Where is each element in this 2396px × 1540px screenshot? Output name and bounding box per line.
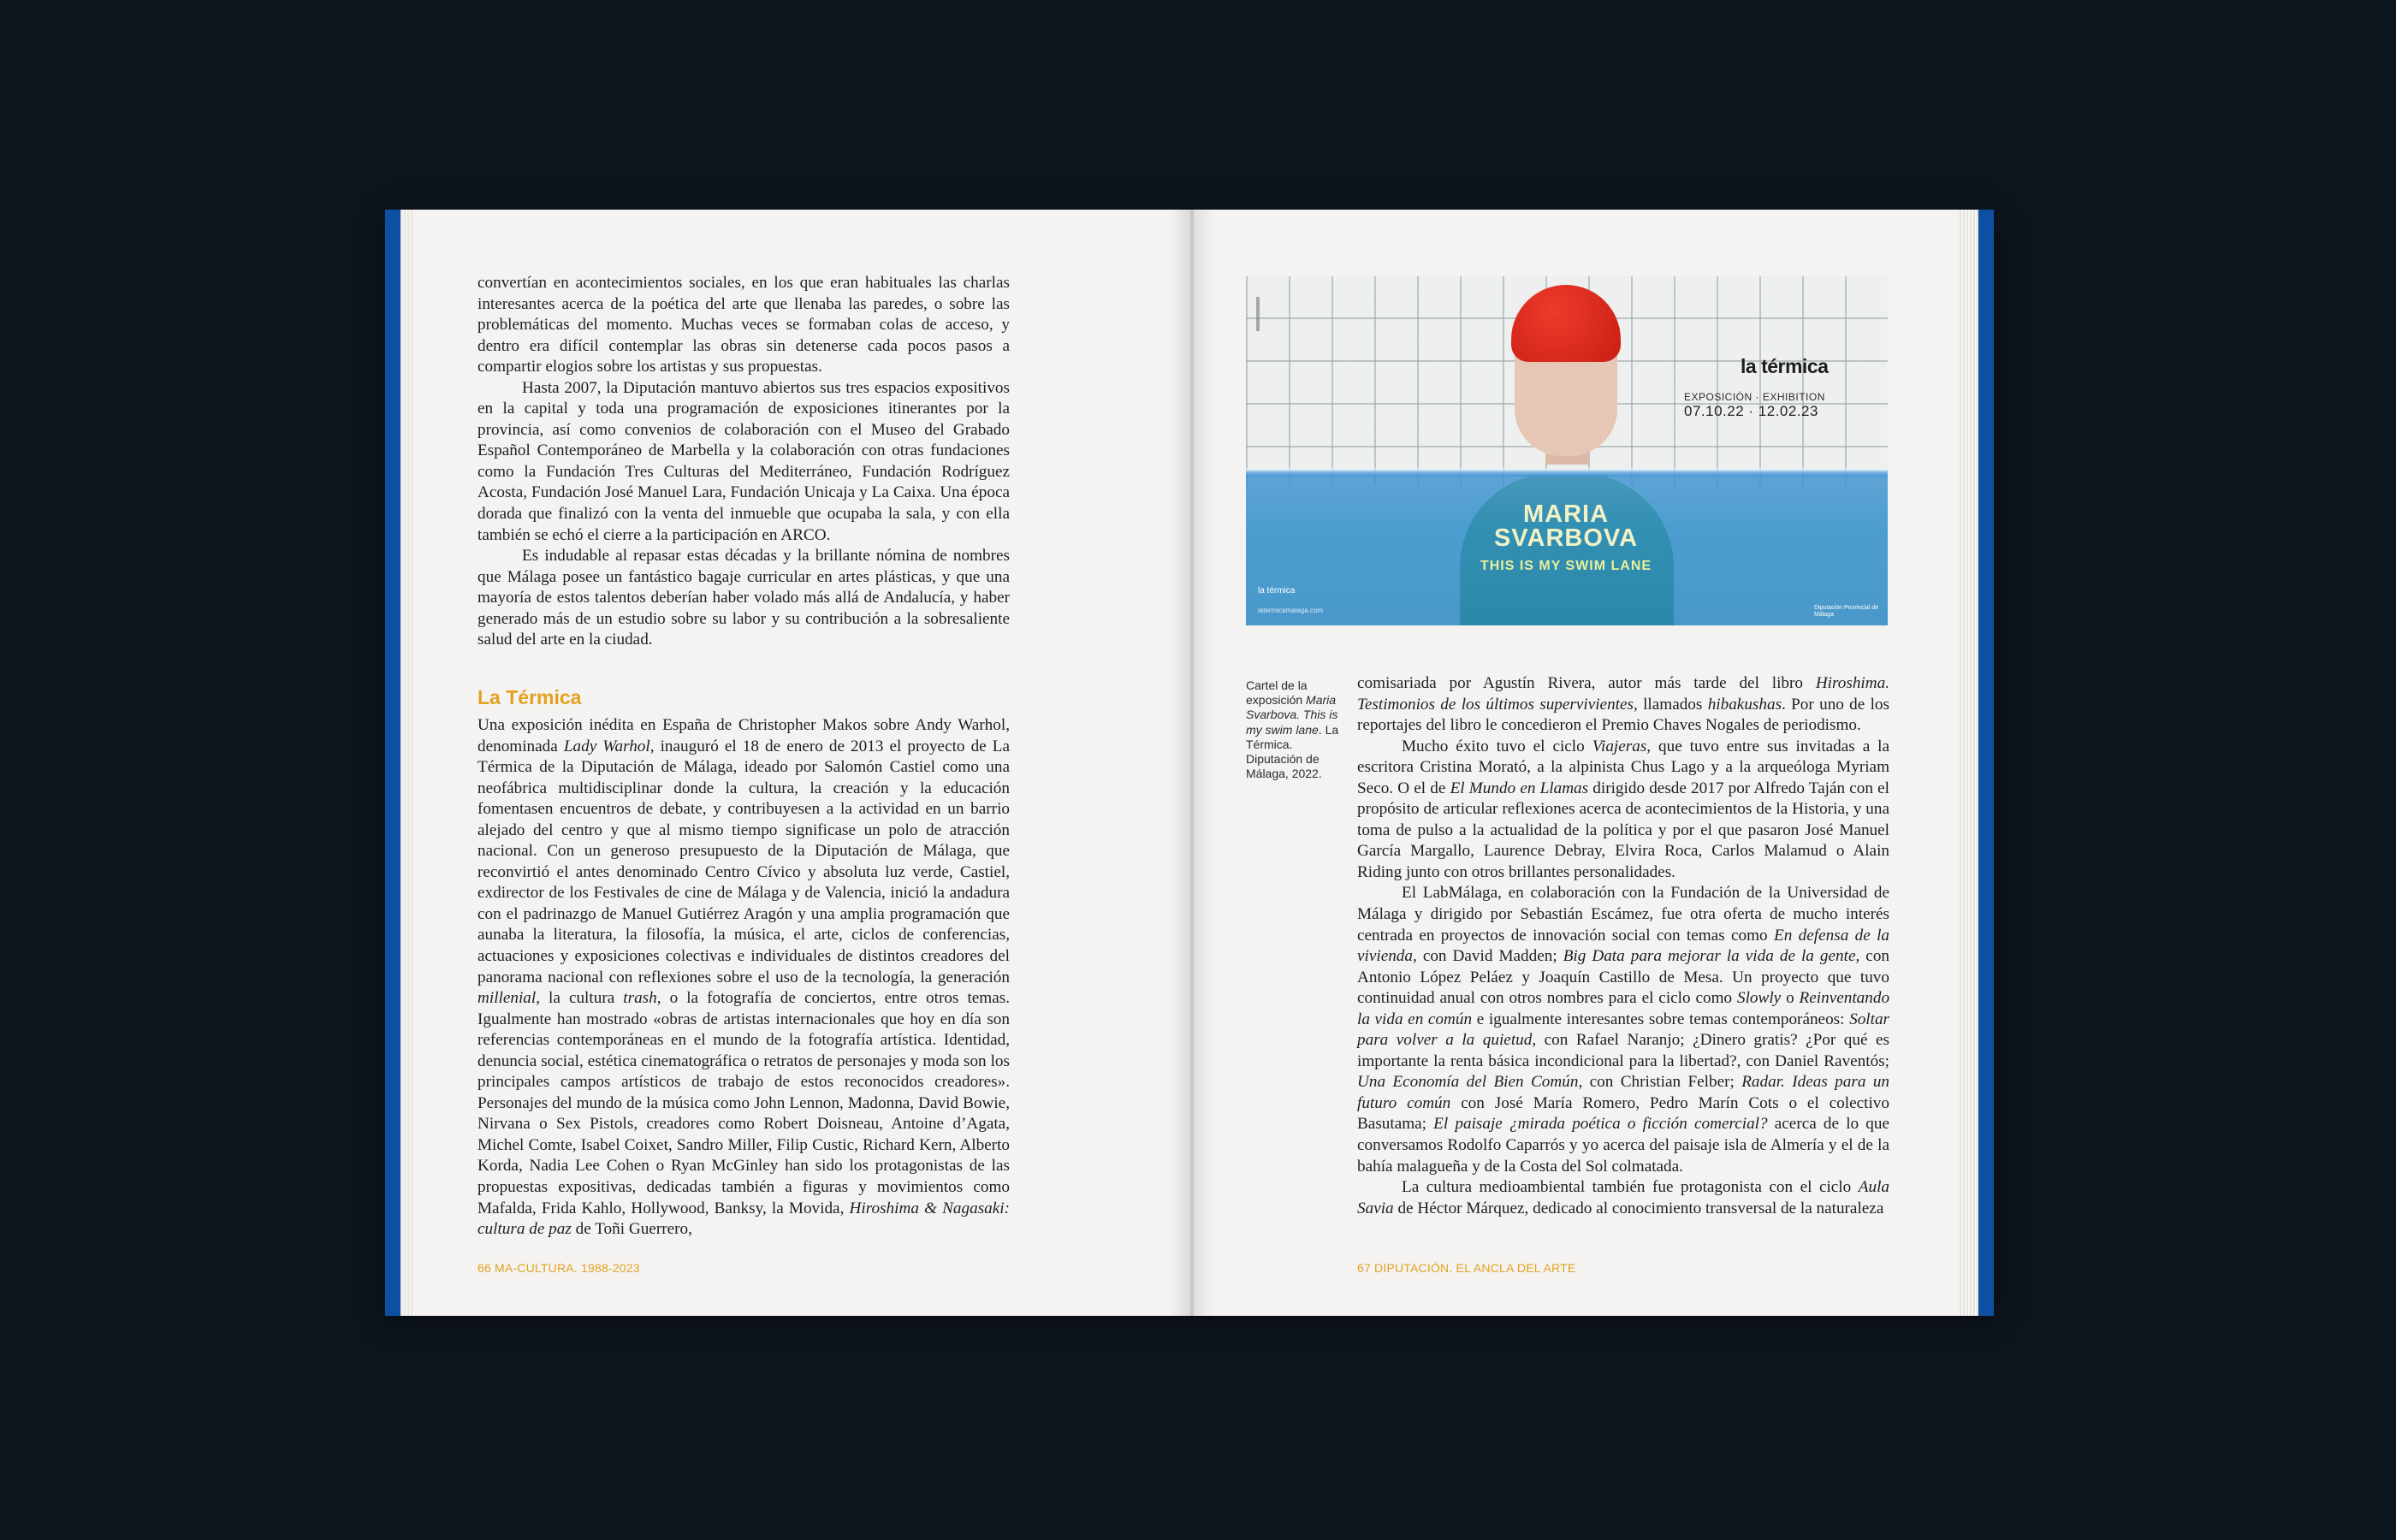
text-run: , o la fotografía de conciertos, entre otros temas. Igualmente han mostrado «obras de artistas internacionales que hoy en día son referencias contemporáneas en el mundo de la fotografía artística. Identidad, denuncia social, estética cinematográfica o retratos de personajes y moda son los principales campos artísticos de trabajo de estos reconocidos creadores». Personajes del mundo de la música como John Lennon, Madonna, David Bowie, Nirvana o Sex Pistols, creadores como Robert Doisneau, Antoine d’Agata, Michel Comte, Isabel Coixet, Sandro Miller, Filip Custic, Richard Kern, Alberto Korda, Nadia Lee Cohen o Ryan McGinley han sido los protagonistas de las propuestas expositivas, dedicadas también a figuras y movimientos como Mafalda, Frida Kahlo, Hollywood, Banksy, la Movida, [477,989,1010,1217]
poster-side-mark [1256,297,1260,331]
italic-run: Una Economía del Bien Común [1357,1073,1579,1092]
italic-run: El Mundo en Llamas [1450,779,1589,797]
italic-run: El paisaje ¿mirada poética o ficción comercial? [1433,1115,1768,1134]
paragraph: Hasta 2007, la Diputación mantuvo abiertos sus tres espacios expositivos en la capital y toda una programación de exposiciones itinerantes por la provincia, así como convenios de colaboración con el Museo del Grabado Español Contemporáneo de Marbella y la colaboración con otras fundaciones como la Fundación Tres Culturas del Mediterráneo, Fundación Rodríguez Acosta, Fundación José Manuel Lara, Fundación Unicaja y La Caixa. Una época dorada que finalizó con la venta del inmueble que ocupaba la sala, y con ella también se echó el cierre a la participación en ARCO. [477,378,1010,544]
text-run: , que tuvo entre sus invitadas a la escritora Cristina Morató, a la alpinista Chus Lago y a la arqueóloga Myriam Seco. O el de [1357,737,1890,797]
poster-dates: 07.10.22 · 12.02.23 [1684,403,1818,419]
paragraph [1357,1177,1889,1219]
text-run: de Héctor Márquez, dedicado al conocimiento transversal de la naturaleza [1397,1199,1884,1217]
artist-line: MARIA [1522,500,1610,528]
poster-artist-name [1429,502,1703,550]
folio-right: 67 DIPUTACIÓN. EL ANCLA DEL ARTE [1357,1261,1576,1275]
text-run: La cultura medioambiental también fue protagonista con el ciclo [1402,1178,1852,1197]
italic-run: Big Data para mejorar la vida de la gente [1563,947,1856,966]
text-run: Mucho éxito tuvo el ciclo [1402,737,1585,755]
text-run: , con Rafael Naranjo; ¿Dinero gratis? ¿Por qué es importante la renta básica incondicional para la libertad?, con Daniel Raventós; [1357,1031,1889,1070]
book-gutter [1171,210,1213,1316]
image-caption [1246,678,1340,781]
poster-logo-right: Diputación Provincial de Málaga [1814,605,1879,618]
italic-run: Aula Savia [1357,1178,1889,1217]
caption-text: Cartel de la exposición [1246,678,1308,708]
poster-subtitle: THIS IS MY SWIM LANE [1480,559,1652,573]
text-run: o [1786,989,1794,1008]
text-run: e igualmente interesantes sobre temas contemporáneos: [1476,1010,1845,1028]
italic-run: Viajeras [1592,737,1647,755]
cover-right-edge [1978,210,1994,1316]
paragraph [1357,883,1889,1177]
cover-left-edge [385,210,400,1316]
paragraph [1357,737,1889,884]
text-run: acerca de lo que conversamos Rodolfo Caparrós y yo acerca del paisaje isla de Almería y el de la bahía malagueña y de la Costa del Sol colmatada. [1357,1115,1889,1176]
poster-url: latermicamalaga.com [1258,607,1324,614]
text-run: dirigido desde 2017 por Alfredo Taján con el propósito de articular reflexiones acerca de acontecimientos de la Historia, y una toma de pulso a la actualidad de la política y por el que pasaron José Manuel García Margallo, Laurence Debray, Elvira Roca, Carlos Malamud o Alain Riding junto con otros brillantes personalidades. [1357,779,1889,881]
text-run: comisariada por Agustín Rivera, autor más tarde del libro [1357,674,1803,692]
book-spread [385,210,1994,1316]
italic-run: millenial [477,989,537,1008]
page-edges-right [1960,210,1978,1316]
italic-run: En defensa de la vivienda [1357,926,1890,966]
text-run: , con David Madden; [1413,947,1557,966]
paragraph [1357,673,1889,737]
italic-run: Reinventando la vida en común [1357,989,1890,1028]
italic-run: Soltar para volver a la quietud [1357,1010,1890,1050]
paragraph: convertían en acontecimientos sociales, en los que eran habituales las charlas interesantes acerca de la poética del arte que llenaba las paredes, o sobre las problemáticas del momento. Muchas veces se formaban colas de acceso, y dentro era difícil contemplar las obras sin detenerse cada pocos pasos a compartir elogios sobre los artistas y sus propuestas. [477,274,1010,376]
italic-run: Lady Warhol, [563,737,655,755]
italic-run: Hiroshima & Nagasaki: cultura de paz [477,1199,1011,1239]
italic-run: trash [623,989,657,1008]
paragraph: Es indudable al repasar estas décadas y la brillante nómina de nombres que Málaga posee un fantástico bagaje curricular en artes plásticas, y que una mayoría de estos talentos deberían haber volado más allá de Andalucía, y haber generado más de un estudio sobre su labor y su contribución a la sobresaliente salud del arte en la ciudad. [477,547,1010,649]
text-run: con José María Romero, Pedro Marín Cots o el colectivo Basutama; [1357,1093,1889,1134]
poster-exhibition-label: EXPOSICIÓN · EXHIBITION [1684,391,1825,403]
italic-run: Hiroshima. Testimonios de los últimos supervivientes [1357,674,1890,714]
italic-run: Slowly [1737,989,1782,1008]
text-run: , la cultura [536,989,615,1008]
text-run: , con Christian Felber; [1578,1073,1735,1092]
folio-left: 66 MA-CULTURA. 1988-2023 [477,1261,640,1275]
section-title: La Térmica [477,686,582,708]
text-run: , con Antonio López Peláez y Joaquín Castillo de Mesa. Un proyecto que tuvo continuidad anual con otros nombres para el ciclo como [1357,947,1890,1008]
text-run: . Por uno de los reportajes del libro le concedieron el Premio Chaves Nogales de periodismo. [1357,695,1889,735]
left-page-section-text [477,715,1010,1241]
poster-waterline [1246,468,1888,477]
italic-run: hibakushas [1707,695,1782,714]
poster-brand: la térmica [1741,355,1829,377]
italic-run: Radar. Ideas para un futuro común [1357,1073,1890,1112]
left-page-intro-text [477,273,1010,651]
page-edges-left [400,210,412,1316]
text-run: El LabMálaga, en colaboración con la Fundación de la Universidad de Málaga y dirigido por Sebastián Escámez, fue otra oferta de mucho interés centrada en proyectos de innovación social con temas como [1357,884,1889,945]
right-page-text [1357,673,1889,1219]
poster-logo-left: la térmica [1258,586,1296,595]
exhibition-poster-image [1246,276,1888,625]
caption-text: . La Térmica. Diputación de Málaga, 2022. [1246,722,1339,781]
text-run: Una exposición inédita en España de Christopher Makos sobre Andy Warhol, denominada [477,716,1010,755]
text-run: , llamados [1633,695,1703,714]
caption-italic: Maria Svarbova. This is my swim lane [1246,693,1338,737]
artist-line: SVARBOVA [1493,524,1639,552]
paragraph [477,715,1010,1241]
text-run: inauguró el 18 de enero de 2013 el proyecto de La Térmica de la Diputación de Málaga, ideado por Salomón Castiel como una neofábrica multidisciplinar donde la cultura, la creación y la educación fomentasen encuentros de debate, y contribuyesen a la actividad en un barrio alejado del centro y que al mismo tiempo significase un polo de atracción nacional. Con un generoso presupuesto de la Diputación de Málaga, que reconvirtió el antes denominado Centro Cívico y absoluta luz verde, Castiel, exdirector de los Festivales de cine de Málaga y de Valencia, inició la andadura con el padrinazgo de Manuel Gutiérrez Aragón y una amplia programación que aunaba la literatura, la filosofía, la música, el arte, ciclos de conferencias, actuaciones y exposiciones colectivas e individuales de distintos creadores del panorama nacional con reflexiones sobre el uso de la tecnología, la generación [477,737,1010,986]
text-run: de Toñi Guerrero, [575,1220,692,1239]
